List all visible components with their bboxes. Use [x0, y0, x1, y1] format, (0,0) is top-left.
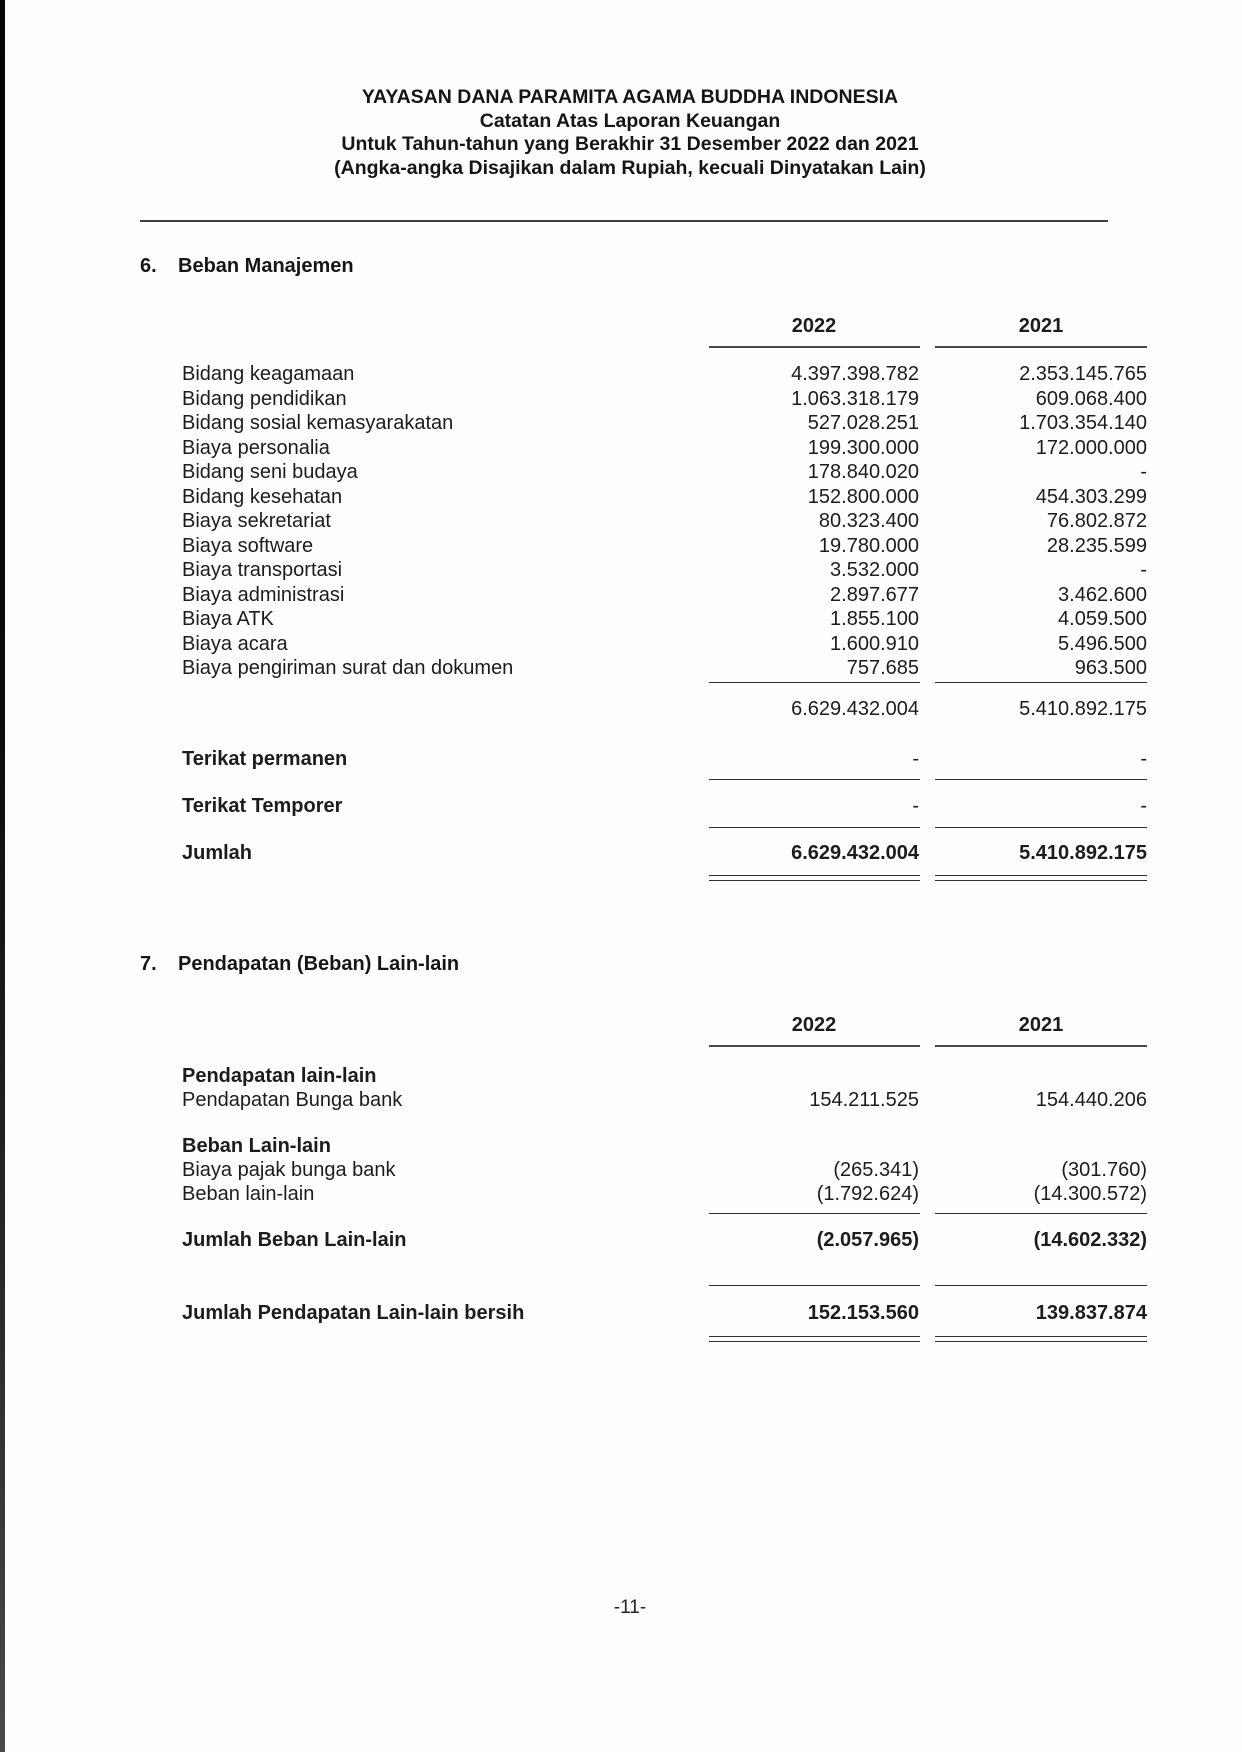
pajak-bunga-row	[182, 1158, 1147, 1183]
row-label: Biaya sekretariat	[182, 510, 331, 532]
beban-lain-label: Beban lain-lain	[182, 1183, 315, 1205]
scan-edge-artifact	[0, 0, 5, 1752]
section6-column-headers	[182, 314, 1147, 339]
jumlah-bersih-label: Jumlah Pendapatan Lain-lain bersih	[182, 1302, 525, 1324]
pendapatan-bunga-2022: 154.211.525	[809, 1089, 919, 1111]
row-value-2022: 1.855.100	[830, 608, 919, 630]
jumlah-beban-row	[182, 1228, 1147, 1253]
jumlah-bersih-2022: 152.153.560	[807, 1302, 919, 1324]
table-row	[182, 460, 1147, 485]
jumlah-beban-2021: (14.602.332)	[1033, 1229, 1147, 1251]
total-double-rule-2022	[709, 875, 920, 881]
s7-col-2021-underline	[935, 1045, 1147, 1047]
org-name: YAYASAN DANA PARAMITA AGAMA BUDDHA INDONESIA	[361, 86, 899, 108]
terikat-permanen-rule-2022	[709, 779, 920, 780]
row-value-2022: 1.600.910	[830, 632, 919, 655]
terikat-temporer-2021: -	[1140, 795, 1147, 817]
terikat-temporer-rule-2021	[935, 827, 1147, 828]
pendapatan-group-label: Pendapatan lain-lain	[182, 1065, 377, 1087]
pendapatan-bunga-label: Pendapatan Bunga bank	[182, 1089, 403, 1111]
jumlah-bersih-2021: 139.837.874	[1035, 1302, 1147, 1324]
jumlah-2022: 6.629.432.004	[791, 842, 919, 864]
table-row	[182, 607, 1147, 632]
table-row	[182, 534, 1147, 559]
row-value-2021: 609.068.400	[1035, 387, 1147, 410]
jumlah-bersih-rule-2022	[709, 1285, 920, 1286]
section7-column-headers	[182, 1013, 1147, 1038]
jumlah-label: Jumlah	[182, 842, 253, 864]
header-divider	[140, 220, 1108, 222]
jumlah-beban-label: Jumlah Beban Lain-lain	[182, 1229, 407, 1251]
section6-heading	[140, 255, 354, 278]
row-value-2022: 178.840.020	[807, 461, 919, 483]
row-value-2022: 19.780.000	[818, 534, 919, 557]
jumlah-beban-rule-2021	[935, 1213, 1147, 1214]
table-row	[182, 656, 1147, 681]
section7-number: 7.	[140, 953, 157, 975]
row-value-2021: 3.462.600	[1058, 583, 1147, 606]
table-row	[182, 632, 1147, 657]
row-value-2021: -	[1140, 461, 1147, 483]
pajak-bunga-label: Biaya pajak bunga bank	[182, 1159, 396, 1181]
terikat-temporer-rule-2022	[709, 827, 920, 828]
section6-title: Beban Manajemen	[178, 255, 354, 277]
row-value-2022: 2.897.677	[830, 583, 919, 606]
beban-lain-2021: (14.300.572)	[1033, 1183, 1147, 1205]
terikat-permanen-2022: -	[912, 748, 919, 770]
row-label: Biaya transportasi	[182, 559, 343, 581]
jumlah-bersih-double-rule-2021	[935, 1336, 1147, 1342]
row-value-2021: 5.496.500	[1058, 632, 1147, 655]
table-row	[182, 558, 1147, 583]
terikat-temporer-2022: -	[912, 795, 919, 817]
subtotal-2022: 6.629.432.004	[791, 698, 919, 720]
row-value-2021: 454.303.299	[1035, 485, 1147, 508]
subtotal-2021: 5.410.892.175	[1019, 698, 1147, 720]
row-value-2022: 152.800.000	[807, 485, 919, 508]
section6-subtotal-row	[182, 697, 1147, 722]
row-label: Biaya ATK	[182, 608, 274, 630]
row-value-2021: 28.235.599	[1046, 534, 1147, 557]
s7-col-header-2022: 2022	[791, 1014, 837, 1036]
row-label: Bidang pendidikan	[182, 387, 347, 410]
row-label: Bidang seni budaya	[182, 461, 358, 483]
terikat-permanen-label: Terikat permanen	[182, 748, 348, 770]
row-value-2022: 527.028.251	[807, 412, 919, 434]
beban-lain-2022: (1.792.624)	[816, 1183, 919, 1205]
row-label: Bidang sosial kemasyarakatan	[182, 412, 454, 434]
s7-col-2022-underline	[709, 1045, 920, 1047]
row-label: Biaya personalia	[182, 436, 330, 459]
row-value-2022: 199.300.000	[807, 436, 919, 459]
table-row	[182, 436, 1147, 461]
terikat-permanen-rule-2021	[935, 779, 1147, 780]
jumlah-bersih-double-rule-2022	[709, 1336, 920, 1342]
pendapatan-group-row	[182, 1064, 1147, 1089]
beban-group-row	[182, 1134, 1147, 1159]
row-label: Biaya acara	[182, 632, 288, 655]
section7-title: Pendapatan (Beban) Lain-lain	[178, 953, 460, 975]
row-label: Biaya software	[182, 534, 314, 557]
beban-lain-row	[182, 1182, 1147, 1207]
row-value-2022: 757.685	[846, 657, 919, 679]
row-label: Biaya pengiriman surat dan dokumen	[182, 657, 514, 679]
row-value-2022: 3.532.000	[830, 559, 919, 581]
terikat-permanen-2021: -	[1140, 748, 1147, 770]
beban-group-label: Beban Lain-lain	[182, 1135, 331, 1157]
row-value-2022: 1.063.318.179	[791, 387, 919, 410]
col-2021-underline	[935, 346, 1147, 348]
row-value-2021: 76.802.872	[1046, 510, 1147, 532]
pendapatan-bunga-2021: 154.440.206	[1035, 1089, 1147, 1111]
row-value-2022: 4.397.398.782	[791, 363, 919, 385]
subtotal-rule-2021	[935, 682, 1147, 683]
total-double-rule-2021	[935, 875, 1147, 881]
row-value-2021: 1.703.354.140	[1019, 412, 1147, 434]
terikat-temporer-label: Terikat Temporer	[182, 795, 343, 817]
row-value-2021: 2.353.145.765	[1019, 363, 1147, 385]
row-label: Bidang kesehatan	[182, 485, 343, 508]
col-header-2022: 2022	[791, 315, 837, 337]
report-header	[140, 86, 1120, 180]
col-2022-underline	[709, 346, 920, 348]
table-row	[182, 509, 1147, 534]
table-row	[182, 411, 1147, 436]
pajak-bunga-2022: (265.341)	[833, 1159, 919, 1181]
row-label: Biaya administrasi	[182, 583, 345, 606]
row-value-2022: 80.323.400	[818, 510, 919, 532]
table-row	[182, 387, 1147, 412]
row-value-2021: -	[1140, 559, 1147, 581]
report-title: Catatan Atas Laporan Keuangan	[479, 109, 781, 132]
row-value-2021: 172.000.000	[1035, 436, 1147, 459]
jumlah-beban-2022: (2.057.965)	[816, 1229, 919, 1251]
jumlah-bersih-row	[182, 1301, 1147, 1326]
s7-col-header-2021: 2021	[1018, 1014, 1064, 1036]
row-label: Bidang keagamaan	[182, 363, 355, 385]
subtotal-rule-2022	[709, 682, 920, 683]
section6-rows	[182, 362, 1147, 681]
pendapatan-bunga-row	[182, 1088, 1147, 1113]
table-row	[182, 362, 1147, 387]
page-number: -11-	[613, 1597, 647, 1618]
terikat-permanen-row	[182, 747, 1147, 772]
currency-note: (Angka-angka Disajikan dalam Rupiah, kecuali Dinyatakan Lain)	[334, 156, 926, 179]
section6-number: 6.	[140, 255, 157, 277]
section7-heading	[140, 953, 459, 976]
row-value-2021: 963.500	[1074, 657, 1147, 679]
report-period: Untuk Tahun-tahun yang Berakhir 31 Desember 2022 dan 2021	[341, 133, 919, 155]
jumlah-2021: 5.410.892.175	[1019, 842, 1147, 864]
table-row	[182, 583, 1147, 608]
terikat-temporer-row	[182, 794, 1147, 819]
jumlah-bersih-rule-2021	[935, 1285, 1147, 1286]
jumlah-beban-rule-2022	[709, 1213, 920, 1214]
pajak-bunga-2021: (301.760)	[1061, 1159, 1147, 1181]
row-value-2021: 4.059.500	[1058, 608, 1147, 630]
section6-total-row	[182, 841, 1147, 866]
col-header-2021: 2021	[1018, 315, 1064, 337]
table-row	[182, 485, 1147, 510]
